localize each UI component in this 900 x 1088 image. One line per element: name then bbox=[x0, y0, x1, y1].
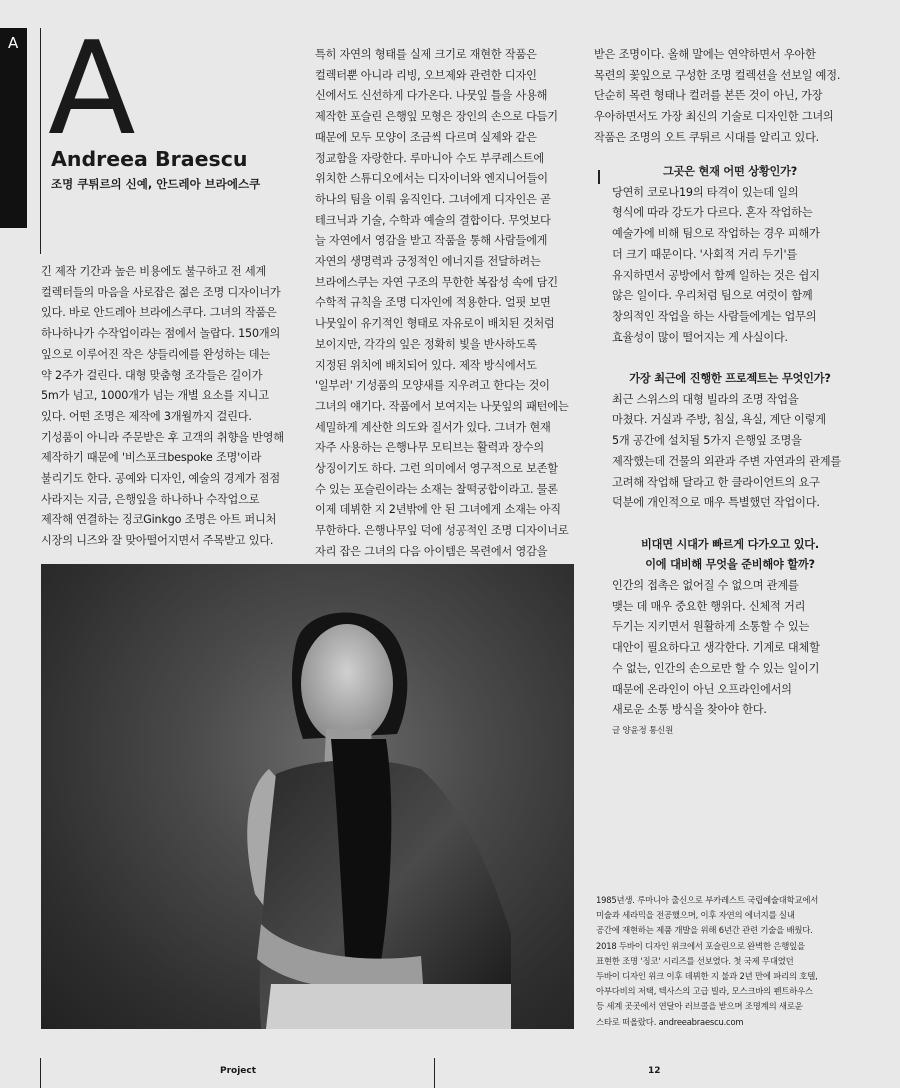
article-subtitle: 조명 쿠튀르의 신예, 안드레아 브라에스쿠 bbox=[51, 177, 261, 191]
interview-question: 그곳은 현재 어떤 상황인가? bbox=[662, 165, 798, 178]
section-tab bbox=[0, 28, 27, 228]
text-line: 지정된 위치에 배치되어 있다. 제작 방식에서도 bbox=[315, 358, 537, 372]
text-line: 5m가 넘고, 1000개가 넘는 개별 요소를 지니고 bbox=[41, 389, 269, 403]
interview-question: 비대면 시대가 빠르게 다가오고 있다. bbox=[641, 537, 819, 551]
bio-line: 미술과 세라믹을 전공했으며, 이후 자연의 에너지를 실내 bbox=[596, 910, 795, 921]
interview-answer-line: 맺는 데 매우 중요한 행위다. 신체적 거리 bbox=[612, 599, 806, 613]
text-line: 수학적 규칙을 조명 디자인에 적용한다. 얼핏 보면 bbox=[315, 296, 551, 310]
text-line: 작품은 조명의 오트 쿠튀르 시대를 알리고 있다. bbox=[594, 130, 820, 144]
bio-line: 공간에 재현하는 제품 개발을 위해 6년간 관련 기술을 배웠다. bbox=[596, 925, 813, 936]
bio-line: 표현한 조명 '징코' 시리즈를 선보였다. 첫 국제 무대였던 bbox=[596, 955, 794, 966]
text-line: 나뭇잎이 유기적인 형태로 자유로이 배치된 것처럼 bbox=[315, 317, 555, 331]
footer-rule bbox=[40, 1058, 41, 1088]
text-line: 보이지만, 각각의 잎은 정확히 빛을 반사하도록 bbox=[315, 337, 537, 351]
interview-answer-line: 제작했는데 건물의 외관과 주변 자연과의 관계를 bbox=[612, 454, 841, 468]
text-line: 무한하다. 은행나무잎 덕에 성공적인 조명 디자이너로 bbox=[315, 524, 569, 538]
interview-answer-line: 때문에 온라인이 아닌 오프라인에서의 bbox=[612, 682, 792, 696]
interview-answer-line: 두기는 지키면서 원활하게 소통할 수 있는 bbox=[612, 620, 810, 634]
footer-rule bbox=[434, 1058, 435, 1088]
author-credit: 글 양윤정 통신원 bbox=[612, 725, 674, 736]
section-letter: A bbox=[8, 34, 19, 52]
footer-section: Project bbox=[220, 1066, 257, 1076]
text-line: 세밀하게 계산한 의도와 질서가 있다. 그녀가 현재 bbox=[315, 420, 551, 434]
interview-answer-line: 인간의 접촉은 없어질 수 없으며 관계를 bbox=[612, 579, 799, 593]
text-line: 있다. 어떤 조명은 제작에 3개월까지 걸린다. bbox=[41, 409, 252, 423]
text-line: 신에서도 신선하게 다가온다. 나뭇잎 틀을 사용해 bbox=[315, 89, 548, 103]
text-line: 늘 자연에서 영감을 받고 작품을 통해 사람들에게 bbox=[315, 234, 548, 248]
text-line: 위치한 스튜디오에서는 디자이너와 엔지니어들이 bbox=[315, 172, 548, 186]
text-line: 약 2주가 걸린다. 대형 맞춤형 조각들은 길이가 bbox=[41, 368, 263, 382]
text-line: 하나의 팀을 이뤄 움직인다. 그녀에게 디자인은 곧 bbox=[315, 192, 551, 206]
text-line: 있다. 바로 안드레아 브라에스쿠다. 그녀의 작품은 bbox=[41, 306, 277, 320]
page-number: 12 bbox=[648, 1066, 661, 1076]
bio-line: 두바이 디자인 위크 이후 데뷔한 지 불과 2년 만에 파리의 호텔, bbox=[596, 971, 818, 982]
interview-answer-line: 5개 공간에 설치될 5가지 은행잎 조명을 bbox=[612, 434, 802, 448]
interview-answer-line: 덕분에 개인적으로 매우 특별했던 작업이다. bbox=[612, 496, 820, 510]
interview-answer-line: 마쳤다. 거실과 주방, 침실, 욕실, 계단 이렇게 bbox=[612, 413, 826, 427]
interview-answer-line: 대안이 필요하다고 생각한다. 기계로 대체할 bbox=[612, 641, 820, 655]
text-line: 컬렉터뿐 아니라 리빙, 오브제와 관련한 디자인 bbox=[315, 68, 537, 82]
text-line: 제작한 포슬린 은행잎 모형은 장인의 손으로 다듬기 bbox=[315, 110, 558, 124]
text-line: 기성품이 아니라 주문받은 후 고객의 취향을 반영해 bbox=[41, 430, 284, 444]
text-line: 불리기도 한다. 공예와 디자인, 예술의 경계가 점점 bbox=[41, 472, 280, 486]
portrait-illustration bbox=[41, 564, 574, 1029]
big-initial: A bbox=[48, 15, 134, 164]
text-line: 테크닉과 기술, 수학과 예술의 결합이다. 무엇보다 bbox=[315, 213, 551, 227]
interview-answer-line: 형식에 따라 강도가 다르다. 혼자 작업하는 bbox=[612, 206, 813, 220]
interview-answer-line: 더 크기 때문이다. '사회적 거리 두기'를 bbox=[612, 247, 797, 261]
interview-answer-line: 예술가에 비해 팀으로 작업하는 경우 피해가 bbox=[612, 227, 820, 241]
bio-line: 2018 두바이 디자인 위크에서 포슬린으로 완벽한 은행잎을 bbox=[596, 940, 805, 951]
text-line: 긴 제작 기간과 높은 비용에도 불구하고 전 세계 bbox=[41, 265, 267, 278]
text-line: 자주 사용하는 은행나무 모티브는 활력과 장수의 bbox=[315, 441, 544, 455]
text-line: 그녀의 얘기다. 작품에서 보여지는 나뭇잎의 패턴에는 bbox=[315, 399, 569, 413]
text-line: 자리 잡은 그녀의 다음 아이템은 목련에서 영감을 bbox=[315, 544, 548, 558]
bio-line: 1985년생. 루마니아 출신으로 부카레스트 국립예술대학교에서 bbox=[596, 895, 819, 905]
column-2 bbox=[315, 45, 580, 563]
text-line: 우아하면서도 가장 최신의 기술로 디자인한 그녀의 bbox=[594, 110, 834, 124]
interview bbox=[612, 162, 848, 742]
portrait-photo bbox=[41, 564, 574, 1029]
text-line: 상징이기도 하다. 그런 의미에서 영구적으로 보존할 bbox=[315, 462, 558, 476]
text-line: 때문에 모두 모양이 조금씩 다르며 실제와 같은 bbox=[315, 130, 537, 144]
designer-name: Andreea Braescu bbox=[51, 147, 248, 171]
text-line: 받은 조명이다. 올해 말에는 연약하면서 우아한 bbox=[594, 48, 816, 61]
text-line: 제작해 연결하는 징코Ginkgo 조명은 아트 퍼니처 bbox=[41, 513, 277, 527]
text-line: 이제 데뷔한 지 2년밖에 안 된 그녀에게 소재는 아직 bbox=[315, 503, 561, 517]
bio-line: 스타로 떠올랐다. andreeabraescu.com bbox=[596, 1016, 744, 1027]
text-line: 수 있는 포슬린이라는 소재는 찰떡궁합이라고. 물론 bbox=[315, 482, 558, 496]
text-line: 브라에스쿠는 자연 구조의 무한한 복잡성 속에 담긴 bbox=[315, 275, 558, 289]
text-line: 제작하기 때문에 '비스포크bespoke 조명'이라 bbox=[41, 451, 262, 465]
text-line: 단순히 목련 형태나 컬러를 본뜬 것이 아닌, 가장 bbox=[594, 89, 823, 103]
interview-question: 이에 대비해 무엇을 준비해야 할까? bbox=[645, 558, 815, 572]
interview-answer-line: 수 없는, 인간의 손으로만 할 수 있는 일이기 bbox=[612, 661, 820, 675]
text-line: 컬렉터들의 마음을 사로잡은 젊은 조명 디자이너가 bbox=[41, 285, 281, 299]
column-rule bbox=[40, 28, 41, 254]
text-line: 정교함을 자랑한다. 루마니아 수도 부쿠레스트에 bbox=[315, 151, 544, 165]
interview-answer-line: 최근 스위스의 대형 빌라의 조명 작업을 bbox=[612, 392, 799, 406]
text-line: 하나하나가 수작업이라는 점에서 놀랍다. 150개의 bbox=[41, 327, 281, 341]
text-line: 특히 자연의 형태를 실제 크기로 재현한 작품은 bbox=[315, 48, 537, 61]
bio-line: 등 세계 곳곳에서 연달아 러브콜을 받으며 조명계의 새로운 bbox=[596, 1001, 803, 1012]
text-line: 잎으로 이루어진 작은 샹들리에를 완성하는 데는 bbox=[41, 347, 270, 361]
designer-bio bbox=[596, 893, 861, 1030]
interview-answer-line: 않은 일이다. 우리처럼 팀으로 여럿이 함께 bbox=[612, 289, 813, 303]
interview-answer-line: 고려해 작업해 달라고 한 클라이언트의 요구 bbox=[612, 475, 820, 489]
text-line: 자연의 생명력과 긍정적인 에너지를 전달하려는 bbox=[315, 255, 541, 269]
bio-line: 아부다비의 저택, 텍사스의 고급 빌라, 모스크바의 펜트하우스 bbox=[596, 986, 813, 997]
interview-answer-line: 당연히 코로나19의 타격이 있는데 일의 bbox=[612, 185, 799, 199]
column-1 bbox=[41, 262, 299, 552]
text-line: 시장의 니즈와 잘 맞아떨어지면서 주목받고 있다. bbox=[41, 534, 274, 548]
text-line: '일부러' 기성품의 모양새를 지우려고 한다는 것이 bbox=[315, 379, 550, 393]
interview-answer-line: 새로운 소통 방식을 찾아야 한다. bbox=[612, 703, 767, 717]
column-3-intro bbox=[594, 45, 854, 149]
interview-rule bbox=[598, 170, 600, 184]
interview-answer-line: 창의적인 작업을 하는 사람들에게는 업무의 bbox=[612, 309, 817, 323]
interview-answer-line: 효율성이 많이 떨어지는 게 사실이다. bbox=[612, 330, 788, 344]
text-line: 목련의 꽃잎으로 구성한 조명 컬렉션을 선보일 예정. bbox=[594, 68, 841, 82]
text-line: 사라지는 지금, 은행잎을 하나하나 수작업으로 bbox=[41, 492, 260, 506]
interview-question: 가장 최근에 진행한 프로젝트는 무엇인가? bbox=[629, 372, 831, 386]
interview-answer-line: 유지하면서 공방에서 함께 일하는 것은 쉽지 bbox=[612, 268, 820, 282]
